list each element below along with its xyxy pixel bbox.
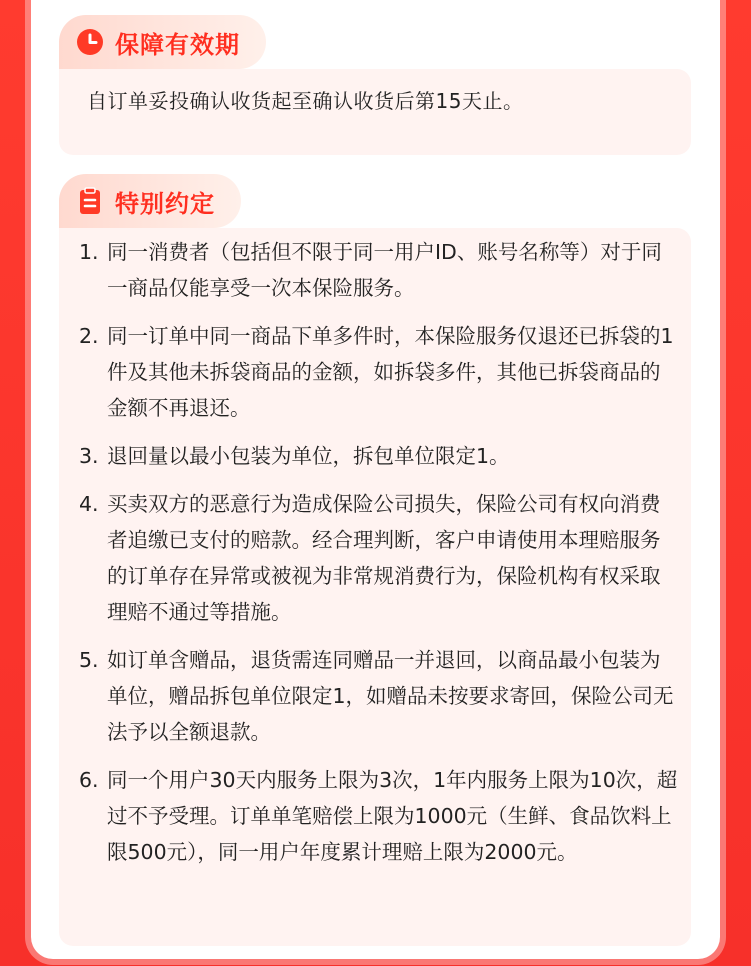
rules-list xyxy=(79,234,679,882)
period-text: 自订单妥投确认收货起至确认收货后第15天止。 xyxy=(87,89,524,113)
rule-number: 3. xyxy=(79,444,99,468)
rule-number: 4. xyxy=(79,492,99,516)
clock-icon xyxy=(75,27,105,57)
special-section-header xyxy=(59,174,241,228)
rule-item xyxy=(79,762,679,870)
rule-item xyxy=(79,438,679,474)
insurance-info-card xyxy=(31,0,720,959)
rule-text: 同一消费者（包括但不限于同一用户ID、账号名称等）对于同一商品仅能享受一次本保险服务。 xyxy=(107,240,662,300)
rule-text: 同一个用户30天内服务上限为3次，1年内服务上限为10次，超过不予受理。订单单笔赔偿上限为1000元（生鲜、食品饮料上限500元），同一用户年度累计理赔上限为2000元。 xyxy=(107,768,678,864)
clipboard-icon xyxy=(75,186,105,216)
rule-number: 2. xyxy=(79,324,99,348)
rule-item xyxy=(79,486,679,630)
period-section-header xyxy=(59,15,266,69)
rule-number: 1. xyxy=(79,240,99,264)
rule-item xyxy=(79,318,679,426)
period-box xyxy=(59,69,691,155)
period-title: 保障有效期 xyxy=(115,30,240,59)
rule-text: 退回量以最小包装为单位，拆包单位限定1。 xyxy=(107,444,510,468)
rule-item xyxy=(79,642,679,750)
rule-number: 6. xyxy=(79,768,99,792)
special-box xyxy=(59,228,691,946)
rule-text: 同一订单中同一商品下单多件时，本保险服务仅退还已拆袋的1件及其他未拆袋商品的金额，如拆袋多件，其他已拆袋商品的金额不再退还。 xyxy=(107,324,674,420)
special-title: 特别约定 xyxy=(115,189,215,218)
rule-text: 买卖双方的恶意行为造成保险公司损失，保险公司有权向消费者追缴已支付的赔款。经合理判断，客户申请使用本理赔服务的订单存在异常或被视为非常规消费行为，保险机构有权采取理赔不通过等措施。 xyxy=(107,492,661,624)
rule-item xyxy=(79,234,679,306)
rule-number: 5. xyxy=(79,648,99,672)
rule-text: 如订单含赠品，退货需连同赠品一并退回，以商品最小包装为单位，赠品拆包单位限定1，如赠品未按要求寄回，保险公司无法予以全额退款。 xyxy=(107,648,674,744)
